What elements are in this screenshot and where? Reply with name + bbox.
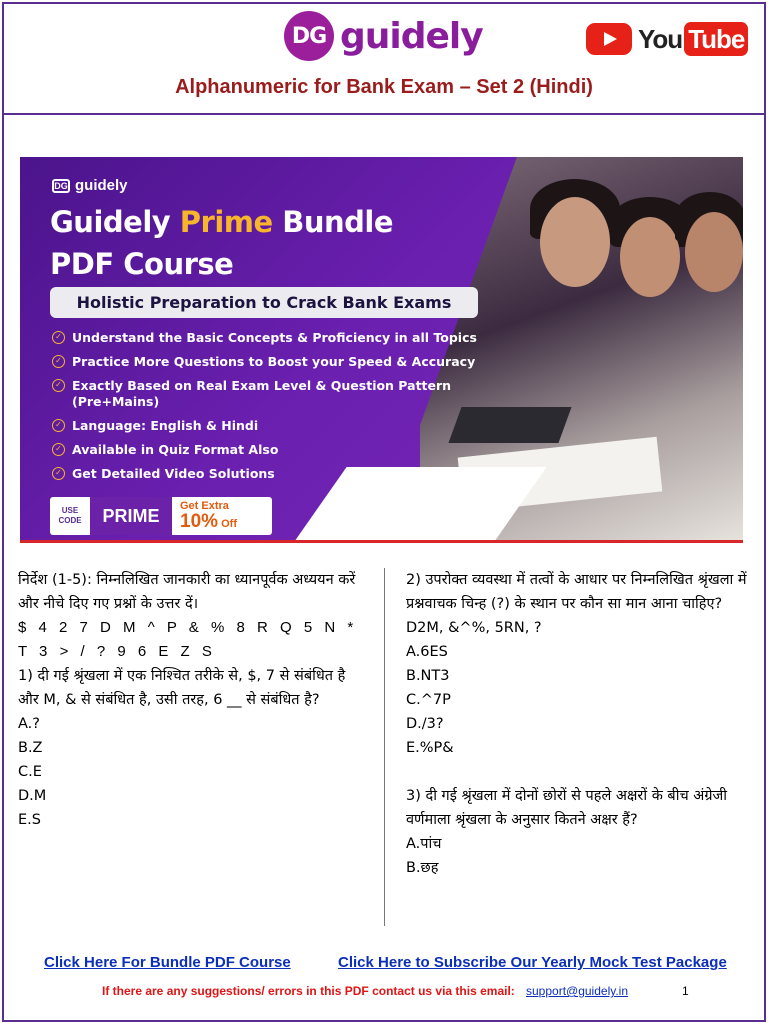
option-text: .पांच bbox=[415, 836, 442, 852]
promo-discount bbox=[180, 500, 237, 532]
guidely-logo-text: guidely bbox=[340, 15, 483, 57]
question-3: 3) दी गई श्रृंखला में दोनों छोरों से पहले अक्षरों के बीच अंग्रेजी वर्णमाला श्रृंखला के अनुसार कितने अक्षर हैं? bbox=[406, 788, 728, 828]
option-item bbox=[406, 736, 758, 760]
youtube-play-icon bbox=[586, 23, 632, 55]
student-face-shape bbox=[685, 212, 743, 292]
questions-right-column bbox=[406, 568, 758, 880]
option-text: .^7P bbox=[416, 692, 451, 708]
banner-feature-text: Exactly Based on Real Exam Level & Question Pattern (Pre+Mains) bbox=[72, 378, 452, 409]
banner-tagline-pill: Holistic Preparation to Crack Bank Exams bbox=[50, 287, 478, 318]
prime-bundle-banner[interactable] bbox=[20, 157, 743, 543]
check-circle-icon: ✓ bbox=[52, 355, 65, 368]
banner-feature-text: Language: English & Hindi bbox=[72, 418, 259, 433]
bundle-pdf-course-link[interactable]: Click Here For Bundle PDF Course bbox=[44, 954, 291, 971]
page-number: 1 bbox=[682, 984, 689, 998]
questions-left-column bbox=[18, 568, 368, 832]
option-text: .%P& bbox=[415, 740, 454, 756]
option-text: .Z bbox=[27, 740, 43, 756]
student-face-shape bbox=[540, 197, 610, 287]
option-letter: A bbox=[406, 644, 416, 660]
banner-logo bbox=[52, 177, 128, 194]
option-letter: C bbox=[18, 764, 29, 780]
banner-title-line1 bbox=[50, 205, 393, 239]
student-face-shape bbox=[620, 217, 680, 297]
banner-feature-item bbox=[52, 330, 492, 346]
question-2: 2) उपरोक्त व्यवस्था में तत्वों के आधार पर निम्नलिखित श्रृंखला में प्रश्नवाचक चिन्ह (?) के स्थान पर कौन सा मान आना चाहिए? bbox=[406, 572, 747, 612]
promo-off-label: Off bbox=[221, 518, 237, 530]
banner-feature-item bbox=[52, 378, 492, 410]
banner-feature-text: Understand the Basic Concepts & Proficiency in all Topics bbox=[72, 330, 477, 345]
spacer bbox=[406, 760, 758, 784]
check-circle-icon: ✓ bbox=[52, 331, 65, 344]
promo-use-code-label: USE CODE bbox=[58, 506, 82, 525]
check-circle-icon: ✓ bbox=[52, 443, 65, 456]
mock-test-package-link[interactable]: Click Here to Subscribe Our Yearly Mock Test Package bbox=[338, 954, 727, 971]
banner-feature-item bbox=[52, 418, 492, 434]
option-item bbox=[406, 712, 758, 736]
option-text: .? bbox=[27, 716, 40, 732]
option-letter: A bbox=[406, 836, 416, 852]
question-1: 1) दी गई श्रृंखला में एक निश्चित तरीके से, $, 7 से संबंधित है और M, & से संबंधित है, उसी तरह, 6 __ से संबंधित है? bbox=[18, 668, 346, 708]
document-title: Alphanumeric for Bank Exam – Set 2 (Hindi) bbox=[175, 76, 593, 98]
banner-feature-text: Available in Quiz Format Also bbox=[72, 442, 279, 457]
youtube-you-text: You bbox=[638, 23, 683, 54]
banner-title-line2: PDF Course bbox=[50, 247, 234, 281]
option-item bbox=[18, 712, 368, 736]
support-email-link[interactable]: support@guidely.in bbox=[526, 984, 629, 998]
option-item bbox=[406, 640, 758, 664]
header-divider bbox=[2, 113, 766, 115]
youtube-logo[interactable] bbox=[586, 22, 748, 56]
option-text: .E bbox=[28, 764, 42, 780]
question-2-series: D2M, &^%, 5RN, ? bbox=[406, 620, 542, 636]
option-letter: E bbox=[18, 812, 28, 828]
option-item bbox=[18, 784, 368, 808]
guidely-logo-badge: DG bbox=[284, 11, 334, 61]
directions-text: निर्देश (1-5): निम्नलिखित जानकारी का ध्यानपूर्वक अध्ययन करें और नीचे दिए गए प्रश्नों के उत्तर दें। bbox=[18, 572, 356, 612]
option-item bbox=[406, 832, 758, 856]
option-letter: A bbox=[18, 716, 28, 732]
option-letter: B bbox=[406, 668, 416, 684]
banner-feature-text: Practice More Questions to Boost your Speed & Accuracy bbox=[72, 354, 476, 369]
option-item bbox=[18, 808, 368, 832]
option-item bbox=[18, 736, 368, 760]
banner-feature-item bbox=[52, 354, 492, 370]
option-item bbox=[18, 760, 368, 784]
promo-percent: 10% bbox=[180, 511, 219, 532]
option-text: .छह bbox=[415, 860, 439, 876]
option-text: .M bbox=[29, 788, 47, 804]
banner-feature-item bbox=[52, 442, 492, 458]
option-letter: C bbox=[406, 692, 417, 708]
option-letter: E bbox=[406, 740, 416, 756]
promo-code: PRIME bbox=[90, 497, 172, 535]
banner-title-highlight: Prime bbox=[179, 205, 273, 239]
youtube-tube-text: Tube bbox=[684, 22, 748, 56]
banner-logo-text: guidely bbox=[75, 177, 128, 194]
promo-extra-label: Get Extra bbox=[180, 500, 229, 512]
option-item bbox=[406, 688, 758, 712]
option-text: .S bbox=[27, 812, 41, 828]
check-circle-icon: ✓ bbox=[52, 467, 65, 480]
banner-feature-item bbox=[52, 466, 492, 482]
banner-logo-icon: DG bbox=[52, 179, 70, 193]
guidely-logo bbox=[284, 10, 483, 62]
banner-title-part2: Bundle bbox=[272, 205, 394, 239]
feedback-note: If there are any suggestions/ errors in this PDF contact us via this email: bbox=[102, 984, 515, 998]
option-letter: B bbox=[18, 740, 28, 756]
check-circle-icon: ✓ bbox=[52, 379, 65, 392]
option-item bbox=[406, 856, 758, 880]
alphanumeric-sequence: $ 4 2 7 D M ^ P & % 8 R Q 5 N * T 3 > / ? 9 6 E Z S bbox=[18, 619, 358, 660]
option-text: .6ES bbox=[415, 644, 448, 660]
promo-code-box bbox=[50, 497, 272, 535]
check-circle-icon: ✓ bbox=[52, 419, 65, 432]
option-text: .NT3 bbox=[415, 668, 450, 684]
banner-title-part1: Guidely bbox=[50, 205, 180, 239]
option-letter: D bbox=[18, 788, 30, 804]
banner-feature-list bbox=[52, 330, 492, 490]
column-divider bbox=[384, 568, 385, 926]
option-letter: D bbox=[406, 716, 418, 732]
banner-feature-text: Get Detailed Video Solutions bbox=[72, 466, 275, 481]
option-item bbox=[406, 664, 758, 688]
option-letter: B bbox=[406, 860, 416, 876]
option-text: ./3? bbox=[417, 716, 444, 732]
